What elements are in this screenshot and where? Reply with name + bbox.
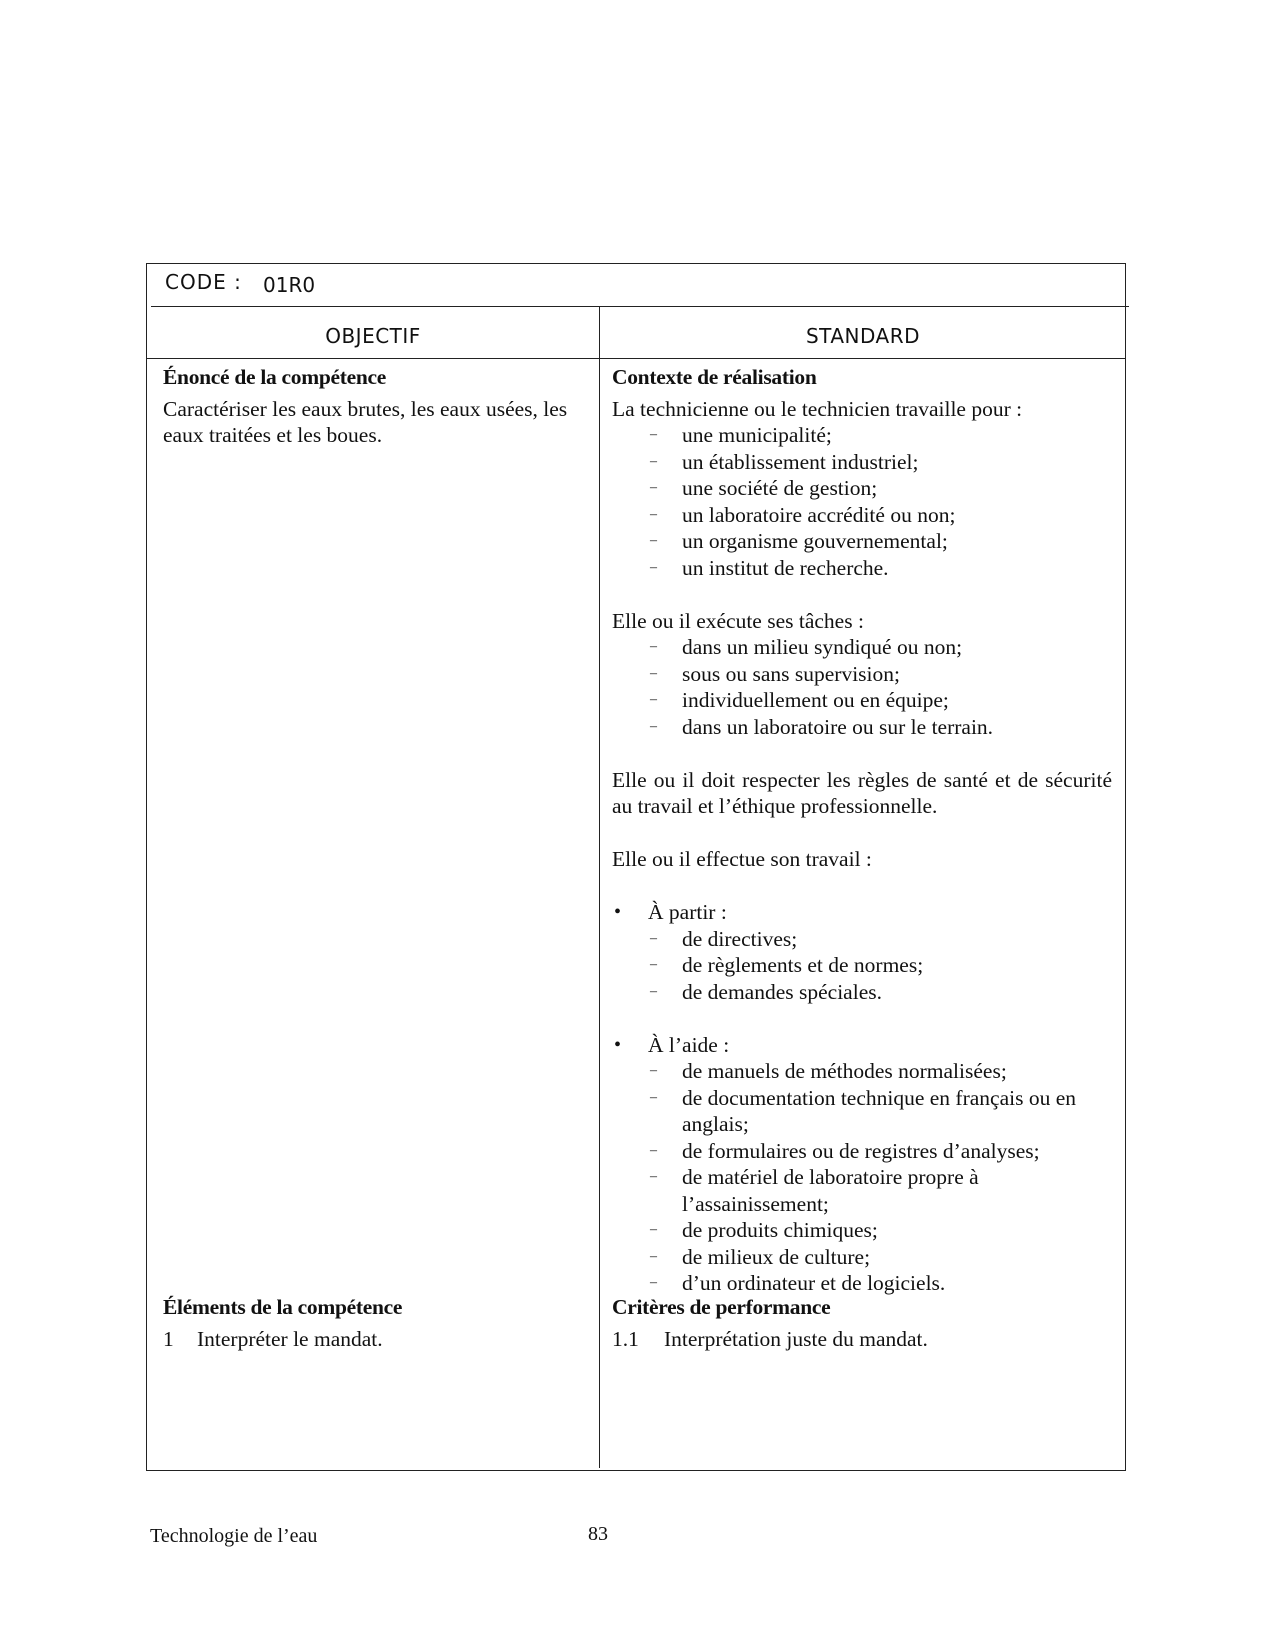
- list-item: – de manuels de méthodes normalisées;: [650, 1059, 1007, 1083]
- using-list: [612, 1058, 1112, 1297]
- list-item: – d’un ordinateur et de logiciels.: [650, 1271, 946, 1295]
- executes-intro: Elle ou il exécute ses tâches :: [612, 608, 864, 633]
- element-text: Interpréter le mandat.: [197, 1326, 383, 1351]
- objectif-column: [163, 364, 573, 449]
- list-item: – de règlements et de normes;: [650, 953, 924, 977]
- objectif-header: OBJECTIF: [325, 324, 421, 348]
- list-item: – une municipalité;: [650, 423, 832, 447]
- standard-column: [612, 364, 1112, 1297]
- criterion-item: [612, 1326, 1112, 1353]
- footer-title: Technologie de l’eau: [150, 1525, 318, 1547]
- criteria-heading: Critères de performance: [612, 1295, 831, 1319]
- code-divider: [151, 306, 1129, 307]
- list-item: – individuellement ou en équipe;: [650, 688, 949, 712]
- elements-heading: Éléments de la compétence: [163, 1295, 403, 1319]
- list-item: – un laboratoire accrédité ou non;: [650, 502, 956, 527]
- from-bullet: • À partir :: [614, 900, 727, 924]
- context-heading: Contexte de réalisation: [612, 365, 817, 389]
- criterion-number: 1.1: [612, 1326, 639, 1351]
- works-for-list: [612, 422, 1112, 581]
- header-divider: [147, 358, 1125, 359]
- list-item: – dans un laboratoire ou sur le terrain.: [650, 714, 994, 739]
- work-intro: Elle ou il effectue son travail :: [612, 847, 872, 871]
- list-item: – dans un milieu syndiqué ou non;: [650, 635, 963, 659]
- code-label: CODE :: [165, 270, 242, 294]
- competency-table: [146, 263, 1126, 1471]
- works-for-intro: La technicienne ou le technicien travaille pour :: [612, 396, 1023, 421]
- executes-list: [612, 634, 1112, 740]
- criteria-section: [612, 1294, 1112, 1352]
- page-number: 83: [588, 1523, 608, 1545]
- competency-statement-text: Caractériser les eaux brutes, les eaux usées, les eaux traitées et les boues.: [163, 396, 568, 447]
- list-item: – sous ou sans supervision;: [650, 661, 900, 686]
- elements-section: [163, 1294, 573, 1352]
- criterion-text: Interprétation juste du mandat.: [664, 1326, 928, 1351]
- using-bullet: • À l’aide :: [614, 1032, 730, 1057]
- list-item: – un établissement industriel;: [650, 449, 919, 474]
- column-divider: [599, 306, 600, 1468]
- element-number: 1: [163, 1326, 174, 1351]
- standard-header: STANDARD: [805, 324, 921, 348]
- list-item: – de directives;: [650, 926, 798, 951]
- respect-text: Elle ou il doit respecter les règles de santé et de sécurité au travail et l’éthique professionnelle.: [612, 767, 1112, 818]
- from-list: [612, 926, 1112, 1006]
- list-item: – de documentation technique en français ou en anglais;: [650, 1085, 1077, 1136]
- list-item: – de demandes spéciales.: [650, 979, 882, 1004]
- element-item: [163, 1326, 573, 1353]
- list-item: – de formulaires ou de registres d’analyses;: [650, 1138, 1040, 1163]
- list-item: – de produits chimiques;: [650, 1218, 878, 1242]
- code-value: 01R0: [263, 273, 316, 297]
- list-item: – un institut de recherche.: [650, 555, 889, 580]
- list-item: – une société de gestion;: [650, 476, 878, 500]
- code-row: [147, 264, 1125, 306]
- competency-statement-heading: Énoncé de la compétence: [163, 365, 386, 389]
- list-item: – de milieux de culture;: [650, 1244, 871, 1269]
- list-item: – un organisme gouvernemental;: [650, 529, 948, 553]
- list-item: – de matériel de laboratoire propre à l’assainissement;: [650, 1165, 979, 1216]
